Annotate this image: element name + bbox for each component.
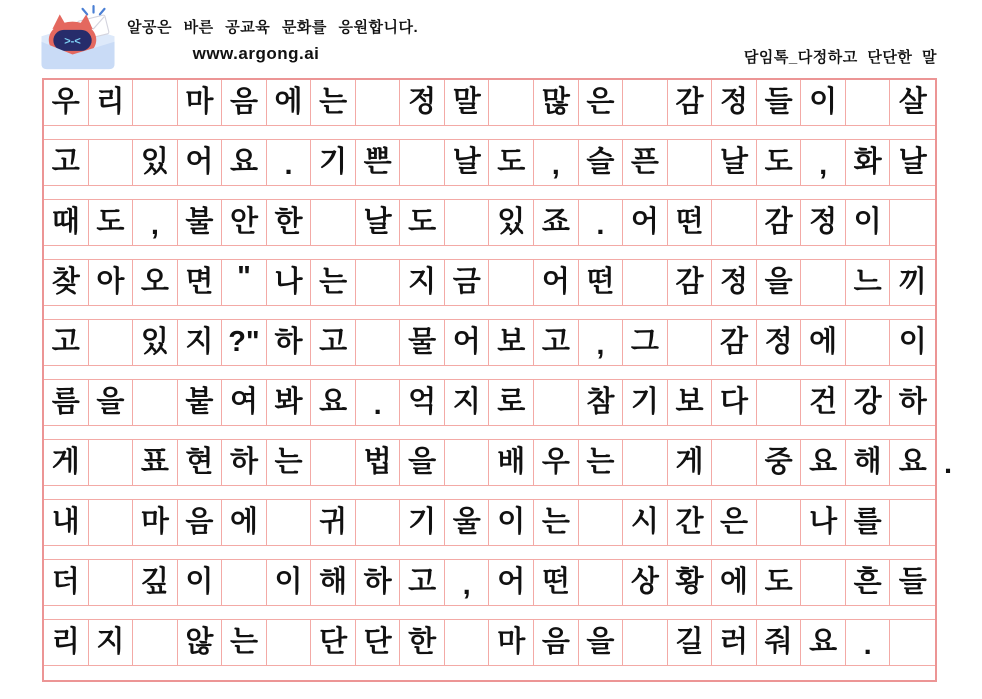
svg-text:>-<: >-<: [64, 35, 81, 48]
grid-cell: 있: [489, 200, 534, 245]
grid-cell: 나: [267, 260, 312, 305]
grid-cell: [133, 380, 178, 425]
grid-cell: 들: [898, 566, 927, 598]
grid-cell: 름: [44, 380, 89, 425]
grid-cell: .: [846, 620, 891, 665]
grid-cell: 는: [579, 440, 624, 485]
grid-cell: 을: [757, 260, 802, 305]
grid-cell: 고: [400, 560, 445, 605]
page-header: [0, 0, 982, 78]
grid-cell: 날: [898, 146, 927, 178]
grid-cell: 단: [356, 620, 401, 665]
grid-cell: 하: [267, 320, 312, 365]
grid-cell: 에: [712, 560, 757, 605]
grid-cell: [311, 200, 356, 245]
grid-cell: 날: [445, 140, 490, 185]
grid-cell: 찾: [44, 260, 89, 305]
grid-cell: 하: [222, 440, 267, 485]
grid-cell: 마: [178, 80, 223, 125]
grid-cell-row: [44, 560, 935, 606]
grid-cell: 끼: [898, 266, 927, 298]
grid-cell: [356, 320, 401, 365]
grid-cell: 날: [356, 200, 401, 245]
grid-cell: 고: [311, 320, 356, 365]
grid-cell: 러: [712, 620, 757, 665]
grid-cell: 봐: [267, 380, 312, 425]
grid-cell: 는: [534, 500, 579, 545]
grid-cell: [757, 380, 802, 425]
grid-cell: 지: [400, 260, 445, 305]
grid-cell: 요: [898, 446, 927, 478]
grid-cell: [623, 80, 668, 125]
grid-cell: 어: [534, 260, 579, 305]
grid-cell: [801, 560, 846, 605]
grid-cell: [712, 440, 757, 485]
grid-cell: 지: [445, 380, 490, 425]
grid-cell: 아: [89, 260, 134, 305]
grid-cell: 리: [44, 620, 89, 665]
grid-cell: 기: [623, 380, 668, 425]
grid-cell: 건: [801, 380, 846, 425]
grid-cell: 요: [801, 440, 846, 485]
grid-cell: 에: [222, 500, 267, 545]
grid-cell: 리: [89, 80, 134, 125]
grid-cell: 죠: [534, 200, 579, 245]
grid-cell: 이: [898, 326, 927, 358]
grid-cell: [623, 260, 668, 305]
grid-cell: 붙: [178, 380, 223, 425]
grid-cell: 오: [133, 260, 178, 305]
grid-row: [44, 560, 935, 620]
grid-cell: [579, 560, 624, 605]
grid-cell: [89, 320, 134, 365]
grid-cell: 도: [757, 560, 802, 605]
grid-cell: [712, 200, 757, 245]
grid-cell: 해: [846, 440, 891, 485]
grid-cell: [668, 320, 713, 365]
grid-cell: 보: [668, 380, 713, 425]
grid-row: [44, 140, 935, 200]
grid-cell: 감: [757, 200, 802, 245]
grid-cell: 않: [178, 620, 223, 665]
grid-cell: 귀: [311, 500, 356, 545]
row-gap-strip: [44, 126, 935, 140]
grid-cell: 정: [801, 200, 846, 245]
grid-cell: ,: [534, 140, 579, 185]
grid-cell: 이: [846, 200, 891, 245]
grid-cell: [489, 260, 534, 305]
grid-cell: 한: [267, 200, 312, 245]
grid-cell: 을: [89, 380, 134, 425]
grid-row: [44, 260, 935, 320]
grid-row: [44, 440, 935, 500]
grid-cell: [89, 560, 134, 605]
grid-cell-row: [44, 380, 935, 426]
grid-cell: 억: [400, 380, 445, 425]
grid-cell: 배: [489, 440, 534, 485]
grid-cell: 단: [311, 620, 356, 665]
grid-cell: 내: [44, 500, 89, 545]
grid-cell: 황: [668, 560, 713, 605]
grid-cell: 시: [623, 500, 668, 545]
grid-cell: 정: [757, 320, 802, 365]
grid-row: [44, 620, 935, 680]
grid-cell: 는: [311, 80, 356, 125]
grid-cell: 이: [801, 80, 846, 125]
grid-cell: 마: [489, 620, 534, 665]
grid-cell: 중: [757, 440, 802, 485]
grid-cell: 기: [400, 500, 445, 545]
overflow-period: .: [944, 448, 953, 480]
row-gap-strip: [44, 486, 935, 500]
grid-cell: 쁜: [356, 140, 401, 185]
grid-cell: 면: [178, 260, 223, 305]
grid-cell: [890, 500, 935, 545]
grid-cell-row: [44, 140, 935, 186]
grid-cell: 금: [445, 260, 490, 305]
grid-cell: 에: [801, 320, 846, 365]
grid-cell: [846, 320, 891, 365]
grid-cell-row: [44, 620, 935, 666]
grid-cell: 이: [489, 500, 534, 545]
row-gap-strip: [44, 186, 935, 200]
row-gap-strip: [44, 246, 935, 260]
grid-cell: ": [222, 260, 267, 305]
grid-cell-row: [44, 320, 935, 366]
grid-cell: 흔: [846, 560, 891, 605]
grid-cell: 화: [846, 140, 891, 185]
grid-cell: 들: [757, 80, 802, 125]
grid-cell: 은: [712, 500, 757, 545]
grid-cell: [267, 620, 312, 665]
grid-cell: 나: [801, 500, 846, 545]
grid-cell: 어: [178, 140, 223, 185]
grid-cell: [400, 140, 445, 185]
grid-cell: 법: [356, 440, 401, 485]
grid-cell: 떤: [534, 560, 579, 605]
grid-cell: 상: [623, 560, 668, 605]
grid-cell: [89, 500, 134, 545]
grid-cell: 떤: [579, 260, 624, 305]
grid-cell: 마: [133, 500, 178, 545]
grid-cell: 이: [178, 560, 223, 605]
grid-cell: 울: [445, 500, 490, 545]
grid-cell: 어: [445, 320, 490, 365]
grid-cell: 도: [757, 140, 802, 185]
manuscript-grid: [42, 78, 937, 682]
grid-cell: 많: [534, 80, 579, 125]
grid-cell: 해: [311, 560, 356, 605]
grid-cell: 는: [267, 440, 312, 485]
grid-cell: 정: [712, 80, 757, 125]
grid-cell: ,: [445, 560, 490, 605]
grid-cell: [445, 200, 490, 245]
grid-cell-row: [44, 200, 935, 246]
grid-cell: 슬: [579, 140, 624, 185]
grid-cell: 떤: [668, 200, 713, 245]
grid-row: [44, 500, 935, 560]
grid-cell: 있: [133, 320, 178, 365]
grid-cell: [890, 620, 935, 665]
grid-cell: 여: [222, 380, 267, 425]
grid-cell: 요: [801, 620, 846, 665]
grid-cell: 이: [267, 560, 312, 605]
grid-cell: 고: [534, 320, 579, 365]
grid-cell: 음: [178, 500, 223, 545]
grid-cell: 다: [712, 380, 757, 425]
grid-row: [44, 200, 935, 260]
grid-cell: 는: [222, 620, 267, 665]
argong-logo-icon: [36, 4, 120, 74]
grid-cell: .: [267, 140, 312, 185]
grid-cell: 픈: [623, 140, 668, 185]
grid-cell: 강: [846, 380, 891, 425]
grid-cell: [623, 620, 668, 665]
grid-cell-row: [44, 440, 935, 486]
grid-cell: [801, 260, 846, 305]
grid-cell: [89, 140, 134, 185]
grid-cell: 보: [489, 320, 534, 365]
grid-cell: 음: [222, 80, 267, 125]
grid-cell: 고: [44, 320, 89, 365]
grid-cell: 감: [668, 260, 713, 305]
grid-cell: [846, 80, 891, 125]
grid-cell: ,: [801, 140, 846, 185]
grid-cell: 하: [356, 560, 401, 605]
grid-cell: 있: [133, 140, 178, 185]
row-gap-strip: [44, 546, 935, 560]
grid-cell: 우: [534, 440, 579, 485]
grid-cell: 음: [534, 620, 579, 665]
grid-cell: [356, 80, 401, 125]
grid-cell: [356, 500, 401, 545]
grid-cell: [623, 440, 668, 485]
grid-cell: 는: [311, 260, 356, 305]
row-gap-strip: [44, 306, 935, 320]
website-url: www.argong.ai: [192, 44, 320, 63]
grid-cell: 우: [44, 80, 89, 125]
grid-cell: 간: [668, 500, 713, 545]
grid-cell: 도: [489, 140, 534, 185]
grid-cell: 고: [44, 140, 89, 185]
grid-cell: 현: [178, 440, 223, 485]
worksheet-title: 담임톡_다정하고 단단한 말: [743, 49, 937, 66]
grid-cell: 날: [712, 140, 757, 185]
grid-cell: 감: [668, 80, 713, 125]
grid-cell: 어: [489, 560, 534, 605]
grid-cell: 길: [668, 620, 713, 665]
grid-cell-row: [44, 260, 935, 306]
grid-cell: 기: [311, 140, 356, 185]
grid-cell: 살: [898, 86, 927, 118]
grid-cell: [489, 80, 534, 125]
grid-cell: [668, 140, 713, 185]
grid-cell: ?": [222, 320, 267, 365]
grid-row: [44, 380, 935, 440]
grid-row: [44, 80, 935, 140]
grid-cell: 감: [712, 320, 757, 365]
grid-cell: 때: [44, 200, 89, 245]
grid-cell: 게: [44, 440, 89, 485]
row-gap-strip: [44, 426, 935, 440]
grid-row: [44, 320, 935, 380]
grid-cell: [222, 560, 267, 605]
grid-cell-row: [44, 500, 935, 546]
grid-cell: 하: [898, 386, 927, 418]
grid-cell: [89, 440, 134, 485]
grid-cell: 표: [133, 440, 178, 485]
grid-cell: 정: [712, 260, 757, 305]
grid-cell: 게: [668, 440, 713, 485]
grid-cell: 깊: [133, 560, 178, 605]
grid-cell: [890, 200, 935, 245]
grid-cell: 정: [400, 80, 445, 125]
grid-cell: [356, 260, 401, 305]
grid-cell: [445, 620, 490, 665]
grid-cell: 지: [178, 320, 223, 365]
grid-cell: 안: [222, 200, 267, 245]
grid-cell: [534, 380, 579, 425]
grid-cell-row: [44, 80, 935, 126]
grid-cell: 요: [311, 380, 356, 425]
grid-cell: 불: [178, 200, 223, 245]
row-gap-strip: [44, 606, 935, 620]
grid-cell: 을: [400, 440, 445, 485]
grid-cell: [445, 440, 490, 485]
grid-cell: 를: [846, 500, 891, 545]
grid-cell: 에: [267, 80, 312, 125]
row-gap-strip: [44, 666, 935, 680]
grid-cell: [757, 500, 802, 545]
grid-cell: 로: [489, 380, 534, 425]
grid-cell: 더: [44, 560, 89, 605]
grid-cell: .: [356, 380, 401, 425]
grid-cell: .: [579, 200, 624, 245]
grid-cell: [579, 500, 624, 545]
grid-cell: 느: [846, 260, 891, 305]
grid-cell: ,: [579, 320, 624, 365]
grid-cell: 말: [445, 80, 490, 125]
grid-cell: 지: [89, 620, 134, 665]
grid-cell: [133, 80, 178, 125]
slogan-text: 알공은 바른 공교육 문화를 응원합니다.: [127, 19, 419, 36]
grid-cell: 참: [579, 380, 624, 425]
grid-cell: 한: [400, 620, 445, 665]
grid-cell: [267, 500, 312, 545]
grid-cell: [311, 440, 356, 485]
grid-cell: 어: [623, 200, 668, 245]
grid-cell: ,: [133, 200, 178, 245]
grid-cell: 도: [89, 200, 134, 245]
grid-cell: [133, 620, 178, 665]
row-gap-strip: [44, 366, 935, 380]
grid-cell: 을: [579, 620, 624, 665]
grid-cell: 물: [400, 320, 445, 365]
grid-cell: 도: [400, 200, 445, 245]
grid-cell: 은: [579, 80, 624, 125]
grid-cell: 그: [623, 320, 668, 365]
grid-cell: 줘: [757, 620, 802, 665]
grid-cell: 요: [222, 140, 267, 185]
